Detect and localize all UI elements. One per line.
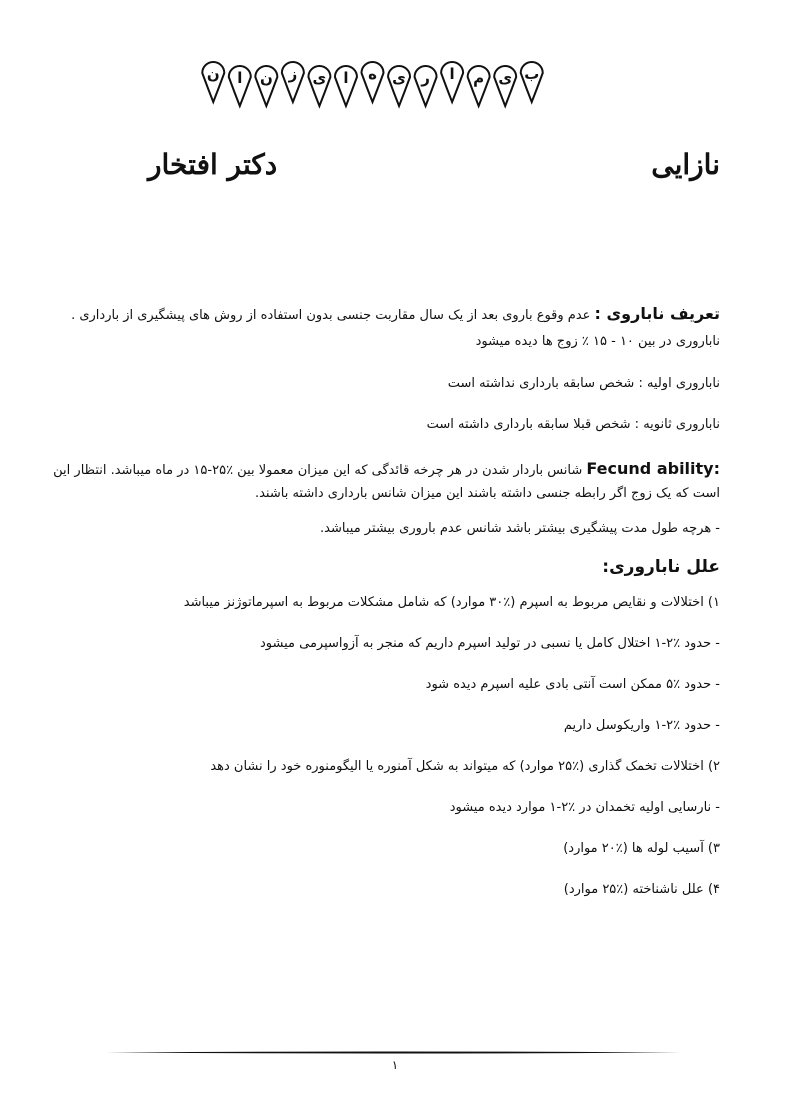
banner-letter-pin (255, 66, 277, 106)
document-title: نازایی (651, 148, 720, 181)
cause-2: ۲) اختلالات تخمک گذاری (٪۲۵ موارد) که میتواند به شکل آمنوره یا الیگومنوره خود را نشان دهد (210, 759, 720, 774)
fecundability-paragraph (38, 457, 720, 505)
banner-letter: ا (237, 69, 243, 87)
cause-1-detail-a: - حدود ٪۲-۱ اختلال کامل یا نسبی در تولید اسپرم داریم که منجر به آزواسپرمی میشود (259, 636, 720, 651)
banner-letter: ن (206, 65, 220, 83)
banner-letter-pin (308, 66, 330, 106)
cause-1-detail-b: - حدود ٪۵ ممکن است آنتی بادی علیه اسپرم دیده شود (425, 677, 720, 692)
fecundability-label: Fecund ability: (586, 459, 720, 478)
definition-label: تعریف ناباروی : (594, 304, 720, 323)
secondary-infertility-line: ناباروری ثانویه : شخص قبلا سابقه بارداری داشته است (426, 417, 720, 432)
banner-letter: ن (259, 69, 273, 87)
causes-heading: علل ناباروری: (602, 557, 720, 577)
banner-letter-pin (415, 66, 437, 106)
banner-letter: ا (343, 69, 349, 87)
cause-3: ۳) آسیب لوله ها (٪۲۰ موارد) (563, 841, 720, 856)
banner-letter-pin (229, 66, 251, 106)
banner-letter-pin (282, 62, 304, 102)
author-name: دکتر افتخار (148, 148, 278, 181)
cause-4: ۴) علل ناشناخته (٪۲۵ موارد) (563, 882, 720, 897)
banner-letter-pin (468, 66, 490, 106)
main-content (38, 304, 720, 900)
banner-letter: م (473, 69, 485, 87)
cause-1: ۱) اختلالات و نقایص مربوط به اسپرم (٪۳۰ موارد) که شامل مشکلات مربوط به اسپرماتوژنز میباشد (183, 595, 720, 610)
header-banner (200, 55, 545, 125)
banner-letter-pin (335, 66, 357, 106)
banner-lettering (200, 55, 545, 125)
cause-2-detail-a: - نارسایی اولیه تخمدان در ٪۲-۱ موارد دیده میشود (449, 800, 720, 815)
page-number: ۱ (391, 1058, 399, 1072)
primary-infertility-line: ناباروری اولیه : شخص سابقه بارداری نداشته است (447, 376, 720, 391)
banner-letter-pin (521, 62, 543, 102)
banner-letter: ب (524, 65, 540, 83)
definition-paragraph (38, 304, 720, 326)
banner-letter-pin (388, 66, 410, 106)
definition-text: عدم وقوع باروی بعد از یک سال مقاربت جنسی بدون استفاده از روش های پیشگیری از بارداری . (71, 308, 595, 323)
cause-1-detail-c: - حدود ٪۲-۱ واریکوسل داریم (563, 718, 720, 733)
banner-letter: ی (498, 69, 513, 87)
banner-letter: ا (449, 65, 455, 83)
prevention-note: - هرچه طول مدت پیشگیری بیشتر باشد شانس عدم باروری بیشتر میباشد. (320, 521, 720, 536)
banner-letter-pin (494, 66, 516, 106)
banner-letter: ر (421, 69, 430, 87)
banner-letter: ه (368, 65, 377, 83)
footer-divider (106, 1051, 681, 1054)
banner-letter-pin (202, 62, 224, 102)
banner-letter-pin (362, 62, 384, 102)
banner-letter: ی (312, 69, 327, 87)
fecundability-text: شانس باردار شدن در هر چرخه قائدگی که این میزان معمولا بین ٪۲۵-۱۵ در ماه میباشد. انتظار این است که یک زوج اگر رابطه جنسی داشته باشند این میزان شانس بارداری داشته باشند. (53, 463, 720, 501)
prevalence-line: ناباروری در بین ۱۰ - ۱۵ ٪ زوج ها دیده میشود (475, 334, 720, 349)
banner-letter: ز (288, 65, 298, 83)
banner-letter-pin (441, 62, 463, 102)
banner-letter: ی (392, 69, 406, 87)
